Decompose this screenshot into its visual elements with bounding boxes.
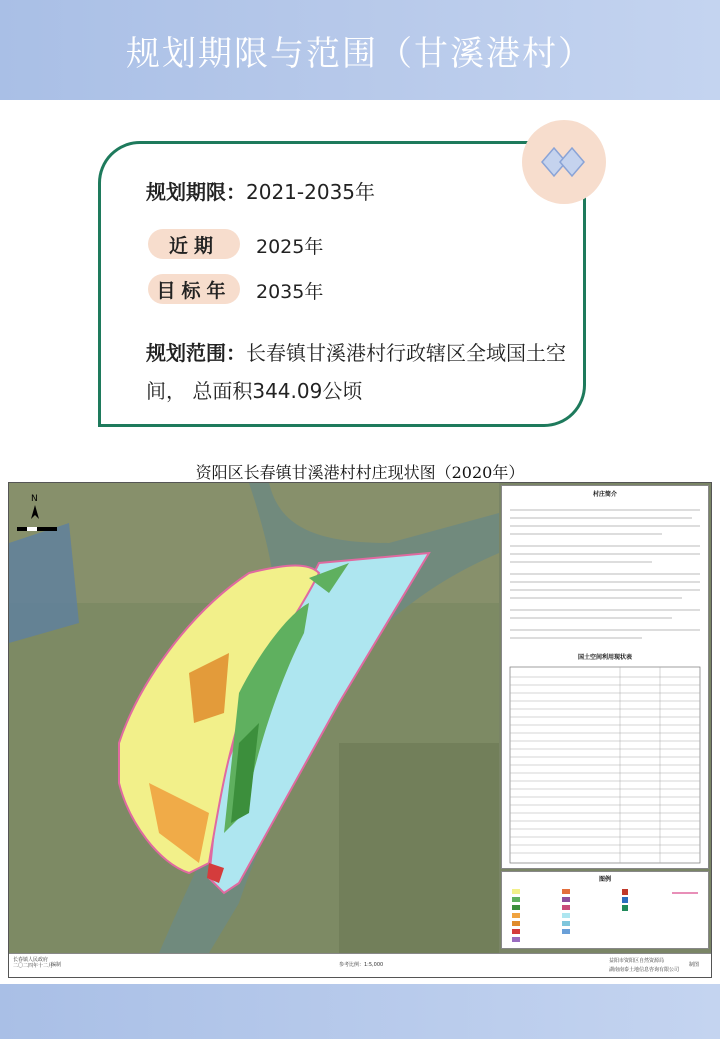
header-banner bbox=[0, 0, 720, 100]
near-term-value: 2025年 bbox=[256, 236, 324, 258]
village-info-panel bbox=[501, 485, 709, 869]
diamond-icon bbox=[540, 144, 588, 180]
footer-authority: 益阳市资阳区自然资源局 bbox=[609, 958, 665, 964]
planning-period-label: 规划期限： bbox=[146, 180, 246, 204]
svg-text:N: N bbox=[31, 494, 38, 504]
map-legend bbox=[501, 871, 709, 949]
footer-band bbox=[0, 984, 720, 1039]
footer-company: 湖南南泰土地信息咨询有限公司 bbox=[609, 967, 680, 973]
planning-period bbox=[146, 176, 375, 205]
near-term-pill: 近期 bbox=[148, 229, 240, 259]
legend-swatches bbox=[502, 883, 708, 949]
land-use-table bbox=[502, 661, 708, 871]
legend-title: 图例 bbox=[598, 876, 611, 883]
village-status-map bbox=[8, 482, 712, 978]
table-title: 国土空间利用现状表 bbox=[577, 654, 632, 661]
map-title: 资阳区长春镇甘溪港村村庄现状图（2020年） bbox=[195, 463, 525, 482]
footer-issuer-suffix: 编制 bbox=[51, 962, 62, 968]
map-image bbox=[9, 483, 499, 953]
page-title: 规划期限与范围（甘溪港村） bbox=[126, 33, 594, 74]
planning-period-value: 2021-2035年 bbox=[246, 180, 376, 204]
info-panel-title: 村庄简介 bbox=[592, 491, 617, 498]
target-year-value: 2035年 bbox=[256, 281, 324, 303]
planning-scope-text: 长春镇甘溪港村行政辖区全域国土空间， 总面积344.09公顷 bbox=[146, 341, 566, 403]
info-text-block bbox=[502, 498, 708, 648]
map-footer bbox=[9, 953, 712, 978]
target-year-pill: 目标年 bbox=[148, 274, 240, 304]
footer-drawn-by: 制图 bbox=[689, 962, 700, 968]
planning-scope bbox=[146, 334, 566, 410]
planning-scope-label: 规划范围： bbox=[146, 341, 246, 365]
diamond-badge bbox=[522, 120, 606, 204]
footer-scale: 参考比例：1:5,000 bbox=[339, 962, 384, 968]
footer-issuer: 长春镇人民政府 二〇二四年十二月 bbox=[13, 957, 54, 969]
